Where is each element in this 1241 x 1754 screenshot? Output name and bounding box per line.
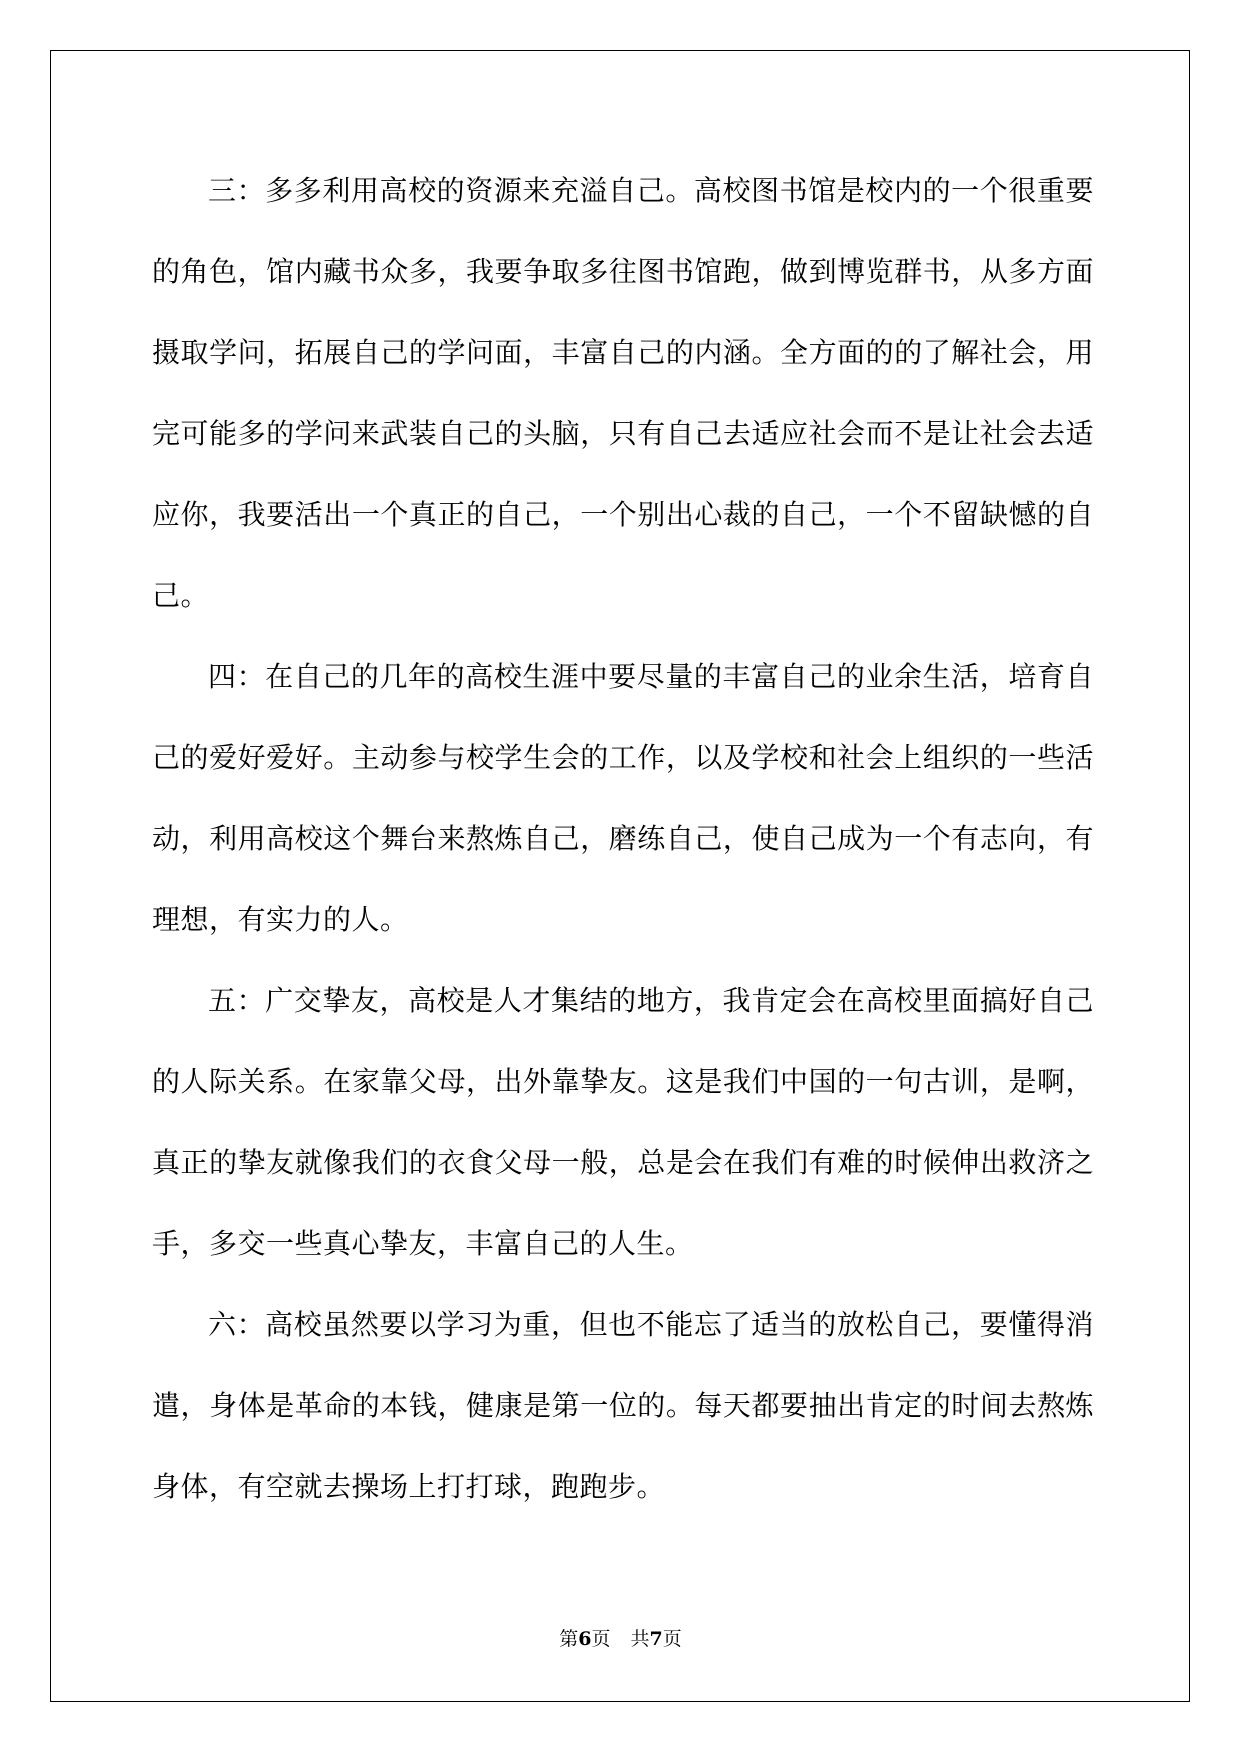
page-footer [0, 1627, 1241, 1651]
total-prefix: 共 [630, 1628, 650, 1650]
paragraph-3: 三：多多利用高校的资源来充溢自己。高校图书馆是校内的一个很重要的角色，馆内藏书众多，我要争取多往图书馆跑，做到博览群书，从多方面摄取学问，拓展自己的学问面，丰富自己的内涵。全方面的的了解社会，用完可能多的学问来武装自己的头脑，只有自己去适应社会而不是让社会去适应你，我要活出一个真正的自己，一个别出心裁的自己，一个不留缺憾的自己。 [152, 174, 1094, 612]
page-total-label [631, 1628, 682, 1650]
total-suffix: 页 [662, 1628, 682, 1650]
paragraph-4: 四：在自己的几年的高校生涯中要尽量的丰富自己的业余生活，培育自己的爱好爱好。主动参与校学生会的工作，以及学校和社会上组织的一些活动，利用高校这个舞台来熬炼自己，磨练自己，使自己成为一个有志向，有理想，有实力的人。 [152, 660, 1094, 936]
current-page-number: 6 [578, 1628, 592, 1650]
page-number-label [559, 1628, 610, 1650]
total-page-number: 7 [649, 1628, 663, 1650]
page-suffix: 页 [591, 1628, 611, 1650]
document-body [152, 150, 1094, 1527]
paragraph-6: 六：高校虽然要以学习为重，但也不能忘了适当的放松自己，要懂得消遣，身体是革命的本钱，健康是第一位的。每天都要抽出肯定的时间去熬炼身体，有空就去操场上打打球，跑跑步。 [152, 1308, 1094, 1503]
paragraph-5: 五：广交挚友，高校是人才集结的地方，我肯定会在高校里面搞好自己的人际关系。在家靠父母，出外靠挚友。这是我们中国的一句古训，是啊，真正的挚友就像我们的衣食父母一般，总是会在我们有难的时候伸出救济之手，多交一些真心挚友，丰富自己的人生。 [152, 984, 1094, 1260]
page-prefix: 第 [559, 1628, 579, 1650]
